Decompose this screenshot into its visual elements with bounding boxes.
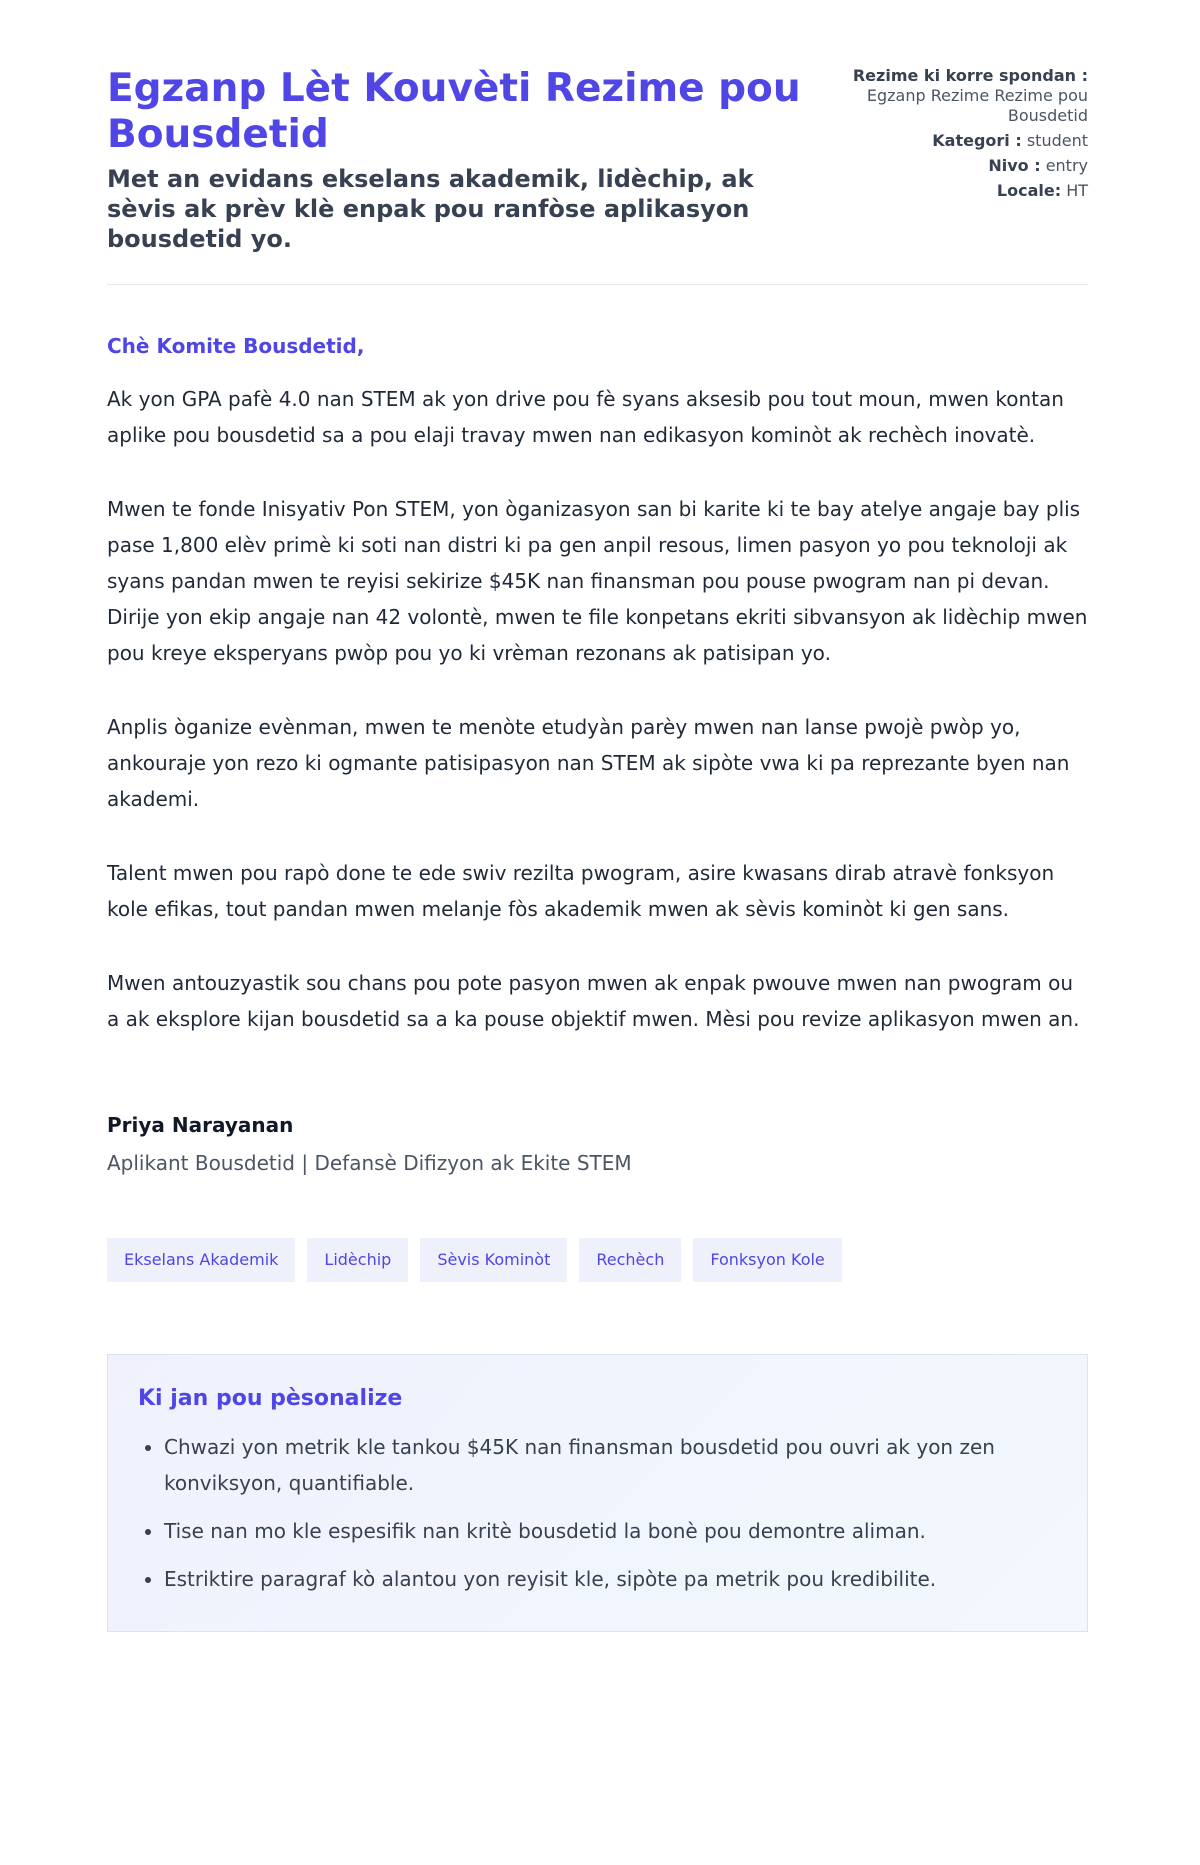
letter-paragraph: Anplis òganize evènman, mwen te menòte etudyàn parèy mwen nan lanse pwojè pwòp yo, ankouraje yon rezo ki ogmante patisipasyon nan STEM ak sipòte vwa ki pa reprezante byen nan akademi. bbox=[107, 715, 1070, 811]
salutation: Chè Komite Bousdetid, bbox=[107, 334, 365, 358]
meta-resume bbox=[818, 66, 1088, 126]
title-block bbox=[107, 60, 807, 254]
tip-item: • Estriktire paragraf kò alantou yon reyisit kle, sipòte pa metrik pou kredibilite. bbox=[164, 1561, 1057, 1597]
meta-category-value: student bbox=[1026, 131, 1088, 150]
cover-letter-page bbox=[107, 60, 1088, 1632]
meta-resume-label: Rezime ki korre spondan : bbox=[852, 66, 1088, 85]
meta-category-label: Kategori : bbox=[932, 131, 1022, 150]
signature-name: Priya Narayanan bbox=[107, 1113, 294, 1137]
tag: Ekselans Akademik bbox=[107, 1238, 295, 1282]
letter-paragraph: Mwen te fonde Inisyativ Pon STEM, yon òganizasyon san bi karite ki te bay atelye angaje bay plis pase 1,800 elèv primè ki soti nan distri ki pa gen anpil resous, limen pasyon yo pou teknoloji ak syans pandan mwen te reyisi sekirize $45K nan finansman pou pouse pwogram nan pi devan. Dirije yon ekip angaje nan 42 volontè, mwen te file konpetans ekriti sibvansyon ak lidèchip mwen pou kreye eksperyans pwòp pou yo ki vrèman rezonans ak patisipan yo. bbox=[107, 497, 1088, 665]
letter-paragraph: Talent mwen pou rapò done te ede swiv rezilta pwogram, asire kwasans dirab atravè fonksyon kole efikas, tout pandan mwen melanje fòs akademik mwen ak sèvis kominòt ki gen sans. bbox=[107, 861, 1055, 921]
tip-item: • Chwazi yon metrik kle tankou $45K nan finansman bousdetid pou ouvri ak yon zen konviksyon, quantifiable. bbox=[164, 1429, 1057, 1501]
meta-level-value: entry bbox=[1045, 156, 1088, 175]
header bbox=[107, 60, 1088, 285]
letter-paragraph: Ak yon GPA pafè 4.0 nan STEM ak yon drive pou fè syans aksesib pou tout moun, mwen kontan aplike pou bousdetid sa a pou elaji travay mwen nan edikasyon kominòt ak rechèch inovatè. bbox=[107, 387, 1064, 447]
meta-panel bbox=[818, 66, 1088, 206]
tips-list bbox=[138, 1429, 1057, 1597]
signature-title: Aplikant Bousdetid | Defansè Difizyon ak Ekite STEM bbox=[107, 1151, 632, 1175]
tag: Sèvis Kominòt bbox=[420, 1238, 567, 1282]
meta-resume-value: Egzanp Rezime Rezime pou Bousdetid bbox=[866, 86, 1088, 125]
letter-paragraph: Mwen antouzyastik sou chans pou pote pasyon mwen ak enpak pwouve mwen nan pwogram ou a ak eksplore kijan bousdetid sa a ka pouse objektif mwen. Mèsi pou revize aplikasyon mwen an. bbox=[107, 971, 1080, 1031]
tag: Fonksyon Kole bbox=[693, 1238, 841, 1282]
tag: Rechèch bbox=[579, 1238, 681, 1282]
meta-category bbox=[818, 131, 1088, 151]
customization-tips-box bbox=[107, 1354, 1088, 1632]
meta-locale bbox=[818, 181, 1088, 201]
letter-body bbox=[107, 381, 1088, 1037]
tag-list bbox=[107, 1238, 1088, 1282]
meta-level-label: Nivo : bbox=[988, 156, 1041, 175]
meta-locale-value: HT bbox=[1066, 181, 1088, 200]
tag: Lidèchip bbox=[307, 1238, 408, 1282]
meta-level bbox=[818, 156, 1088, 176]
tips-title: Ki jan pou pèsonalize bbox=[138, 1386, 403, 1411]
meta-locale-label: Locale: bbox=[996, 181, 1062, 200]
page-title: Egzanp Lèt Kouvèti Rezime pou Bousdetid bbox=[107, 66, 801, 157]
tip-item: • Tise nan mo kle espesifik nan kritè bousdetid la bonè pou demontre aliman. bbox=[164, 1513, 1057, 1549]
page-subtitle: Met an evidans ekselans akademik, lidèchip, ak sèvis ak prèv klè enpak pou ranfòse aplikasyon bousdetid yo. bbox=[107, 165, 754, 253]
